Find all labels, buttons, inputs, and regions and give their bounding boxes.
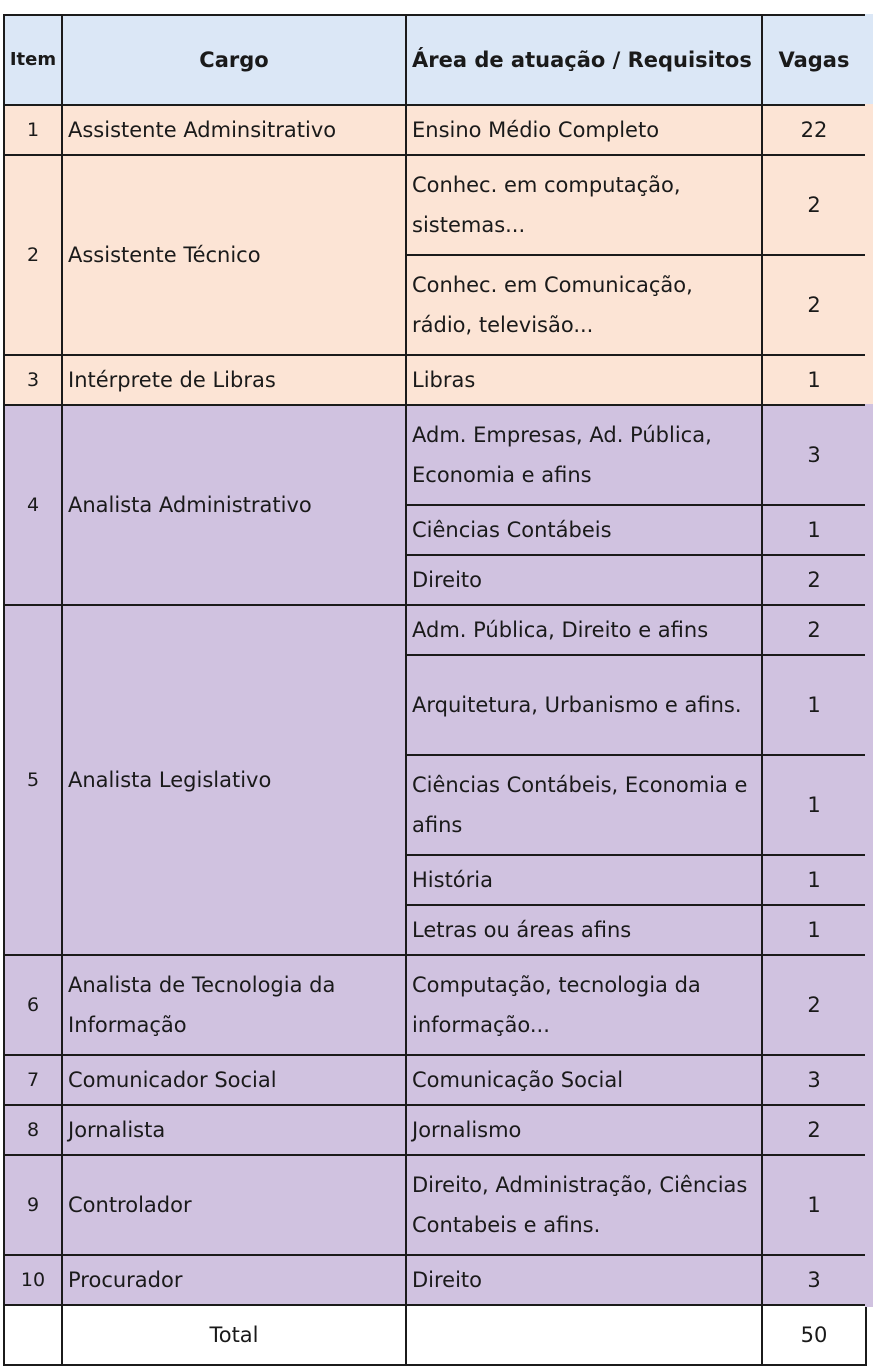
area-cell: Jornalismo — [406, 1105, 762, 1155]
item-number-cell: 6 — [4, 955, 62, 1055]
cargo-cell: Controlador — [62, 1155, 406, 1255]
area-cell: Conhec. em Comunicação, rádio, televisão... — [406, 255, 762, 355]
cargo-cell: Analista Legislativo — [62, 605, 406, 955]
table-row — [4, 1055, 866, 1105]
vagas-cell: 3 — [762, 1255, 866, 1305]
cargo-cell: Assistente Adminsitrativo — [62, 105, 406, 155]
header-cargo: Cargo — [62, 15, 406, 105]
table-row — [4, 1155, 866, 1255]
edge-segment — [865, 404, 873, 1307]
area-cell: Direito, Administração, Ciências Contabeis e afins. — [406, 1155, 762, 1255]
area-cell: Direito — [406, 555, 762, 605]
table-row — [4, 605, 866, 655]
vagas-cell: 1 — [762, 655, 866, 755]
area-cell: Comunicação Social — [406, 1055, 762, 1105]
item-number-cell: 3 — [4, 355, 62, 405]
vagas-cell: 2 — [762, 605, 866, 655]
vagas-cell: 1 — [762, 355, 866, 405]
area-cell: Libras — [406, 355, 762, 405]
table-row — [4, 1105, 866, 1155]
edge-segment — [865, 14, 873, 104]
table-row — [4, 955, 866, 1055]
vagas-cell: 1 — [762, 505, 866, 555]
cargo-cell: Comunicador Social — [62, 1055, 406, 1105]
table-row — [4, 155, 866, 255]
total-empty-cell — [4, 1305, 62, 1365]
cargo-cell: Analista de Tecnologia da Informação — [62, 955, 406, 1055]
header-vagas: Vagas — [762, 15, 866, 105]
table-row — [4, 1255, 866, 1305]
area-cell: Arquitetura, Urbanismo e afins. — [406, 655, 762, 755]
item-number-cell: 4 — [4, 405, 62, 605]
cargo-cell: Procurador — [62, 1255, 406, 1305]
area-cell: Letras ou áreas afins — [406, 905, 762, 955]
total-label: Total — [62, 1305, 406, 1365]
vagas-cell: 2 — [762, 1105, 866, 1155]
vagas-cell: 1 — [762, 755, 866, 855]
vagas-cell: 22 — [762, 105, 866, 155]
vagas-cell: 2 — [762, 255, 866, 355]
cargo-cell: Assistente Técnico — [62, 155, 406, 355]
table-row — [4, 355, 866, 405]
vagas-cell: 2 — [762, 955, 866, 1055]
vagas-cell: 2 — [762, 555, 866, 605]
table-row — [4, 405, 866, 505]
vagas-cell: 1 — [762, 855, 866, 905]
total-vagas: 50 — [762, 1305, 866, 1365]
header-area: Área de atuação / Requisitos — [406, 15, 762, 105]
table-body — [4, 105, 866, 1365]
area-cell: Computação, tecnologia da informação... — [406, 955, 762, 1055]
table-row — [4, 105, 866, 155]
header-row — [4, 15, 866, 105]
vagas-cell: 1 — [762, 1155, 866, 1255]
item-number-cell: 2 — [4, 155, 62, 355]
item-number-cell: 1 — [4, 105, 62, 155]
area-cell: Direito — [406, 1255, 762, 1305]
area-cell: Ciências Contábeis, Economia e afins — [406, 755, 762, 855]
header-item: Item — [4, 15, 62, 105]
vagas-cell: 1 — [762, 905, 866, 955]
cargo-cell: Analista Administrativo — [62, 405, 406, 605]
vagas-cell: 2 — [762, 155, 866, 255]
total-row — [4, 1305, 866, 1365]
item-number-cell: 9 — [4, 1155, 62, 1255]
area-cell: Ciências Contábeis — [406, 505, 762, 555]
area-cell: Adm. Pública, Direito e afins — [406, 605, 762, 655]
area-cell: Ensino Médio Completo — [406, 105, 762, 155]
area-cell: Adm. Empresas, Ad. Pública, Economia e afins — [406, 405, 762, 505]
item-number-cell: 10 — [4, 1255, 62, 1305]
edge-segment — [865, 104, 873, 404]
item-number-cell: 8 — [4, 1105, 62, 1155]
cargo-cell: Intérprete de Libras — [62, 355, 406, 405]
item-number-cell: 7 — [4, 1055, 62, 1105]
vagas-cell: 3 — [762, 405, 866, 505]
vagas-cell: 3 — [762, 1055, 866, 1105]
vacancies-table — [3, 14, 867, 1366]
item-number-cell: 5 — [4, 605, 62, 955]
area-cell: História — [406, 855, 762, 905]
adjacent-column-edge — [865, 14, 873, 1367]
cargo-cell: Jornalista — [62, 1105, 406, 1155]
area-cell: Conhec. em computação, sistemas... — [406, 155, 762, 255]
total-empty-cell — [406, 1305, 762, 1365]
